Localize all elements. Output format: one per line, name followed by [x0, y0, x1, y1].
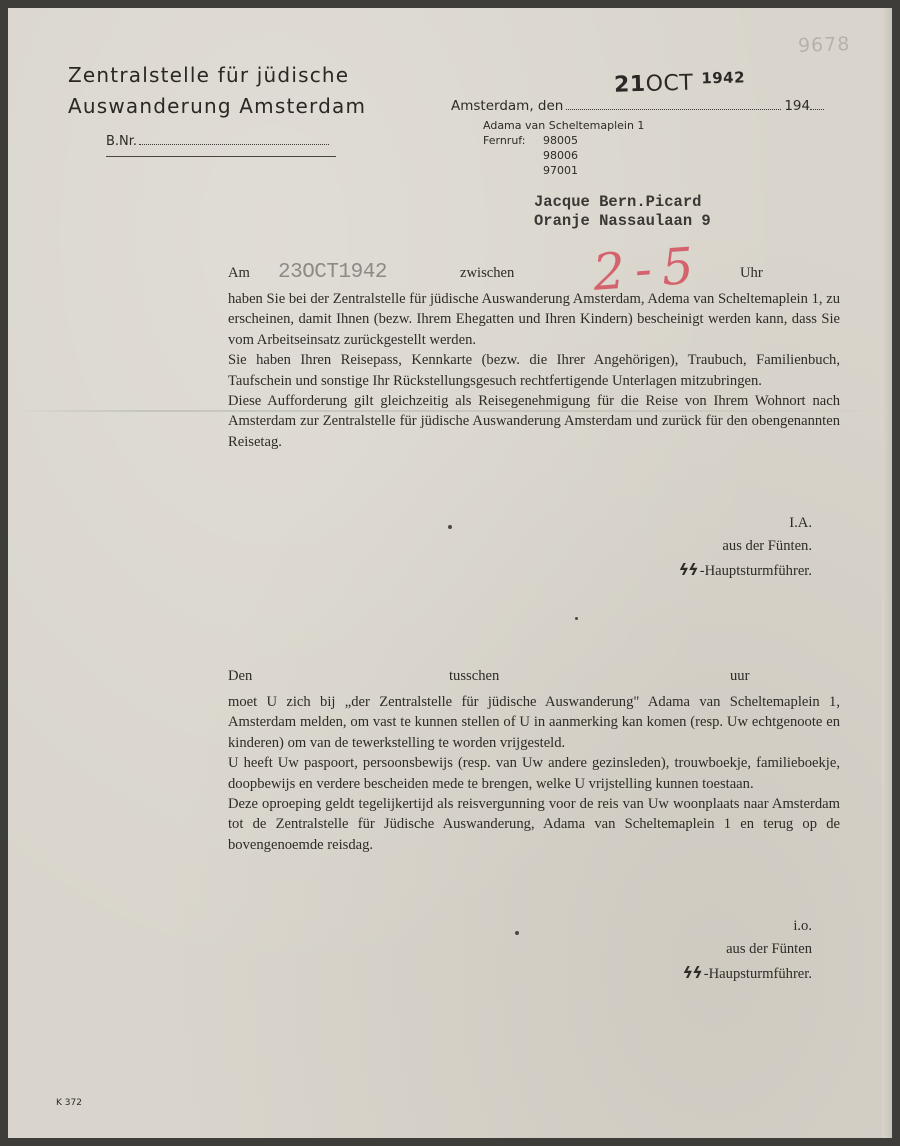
- dutch-signature: [568, 915, 812, 986]
- dutch-body: [228, 692, 840, 855]
- german-sign-name: aus der Fünten.: [722, 538, 812, 554]
- stamp-day: 21: [613, 71, 646, 98]
- recipient-name: Jacque Bern.Picard: [534, 193, 702, 211]
- am-label: Am: [228, 265, 250, 281]
- paper-speck: [448, 525, 452, 529]
- org-name-line2: Auswanderung Amsterdam: [68, 94, 367, 118]
- phone-label: Fernruf:: [483, 134, 526, 147]
- ss-runes-icon: ϟϟ: [682, 963, 702, 982]
- place-label: Amsterdam, den: [451, 98, 564, 114]
- address-street: Adama van Scheltemaplein 1: [483, 119, 645, 132]
- archive-number: 9678: [797, 33, 851, 57]
- uhr-label: Uhr: [740, 265, 763, 281]
- office-address: [483, 118, 644, 178]
- phone-3: 97001: [543, 164, 578, 177]
- phone-1: 98005: [543, 134, 578, 147]
- ss-runes-icon: ϟϟ: [678, 560, 698, 579]
- document-sheet: [8, 8, 892, 1138]
- dutch-paragraph-1: moet U zich bij „der Zentralstelle für jüdische Auswanderung" Adama van Scheltemaplein 1, Amsterdam melden, om vast te kunnen stellen of U in aanmerking kan komen (resp. Uw echtgenoote en kinderen) om van de tewerkstelling te worden vrijgesteld.: [228, 694, 840, 751]
- paper-speck: [575, 617, 578, 620]
- uur-label: uur: [730, 668, 750, 684]
- dutch-paragraph-3: Deze oproeping geldt tegelijkertijd als reisvergunning voor de reis van Uw woonplaats naar Amsterdam tot de Zentralstelle für Jüdische Auswanderung, Adama van Scheltemaplein 1 en terug op de bovengenoemde reisdag.: [228, 796, 840, 853]
- bnr-dotted-line: [139, 144, 329, 145]
- dutch-sign-io: i.o.: [793, 918, 812, 934]
- paper-speck: [515, 931, 519, 935]
- recipient-block: [534, 193, 711, 231]
- german-signature: [568, 512, 812, 583]
- bnr-field: [106, 134, 329, 149]
- german-paragraph-1: haben Sie bei der Zentralstelle für jüdische Auswanderung Amsterdam, Adema van Scheltemaplein 1, zu erscheinen, damit Ihnen (bezw. Ihrem Ehegatten und Ihren Kindern) bescheinigt werden kann, dass Sie vom Arbeitseinsatz zurückgestellt werden.: [228, 291, 840, 348]
- german-sign-rank: -Hauptsturmführer.: [699, 563, 812, 579]
- date-dotted-line: [566, 109, 781, 110]
- german-sign-ia: I.A.: [789, 515, 812, 531]
- dutch-paragraph-2: U heeft Uw paspoort, persoonsbewijs (resp. van Uw andere gezinsleden), trouwboekje, familieboekje, doopbewijs en verdere bescheiden mede te brengen, welke U vrijstelling kunnen toestaan.: [228, 755, 840, 792]
- stamp-month: OCT: [645, 70, 694, 97]
- den-label: Den: [228, 668, 253, 684]
- letterhead: [68, 60, 366, 122]
- german-body: [228, 289, 840, 452]
- stamp-year: 1942: [701, 68, 746, 88]
- bnr-rule: [106, 156, 336, 157]
- year-dots: [810, 109, 824, 110]
- bnr-label: B.Nr.: [106, 134, 138, 149]
- german-paragraph-3: Diese Aufforderung gilt gleichzeitig als Reisegenehmigung für die Reise von Ihrem Wohnort nach Amsterdam zur Zentralstelle für jüdische Auswanderung Amsterdam und zurück für den obengenannten Reisetag.: [228, 393, 840, 450]
- form-code: K 372: [56, 1098, 82, 1108]
- handwritten-time: 2-5: [591, 236, 706, 302]
- recipient-street: Oranje Nassaulaan 9: [534, 212, 711, 230]
- dutch-sign-name: aus der Fünten: [726, 941, 812, 957]
- phone-2: 98006: [543, 149, 578, 162]
- german-paragraph-2: Sie haben Ihren Reisepass, Kennkarte (bezw. die Ihrer Angehörigen), Traubuch, Familienbuch, Taufschein und sonstige Ihr Rückstellungsgesuch rechtfertigende Unterlagen mitzubringen.: [228, 352, 840, 389]
- paper-edge: [882, 8, 892, 1138]
- year-suffix: 194: [784, 98, 811, 114]
- tusschen-label: tusschen: [449, 668, 500, 684]
- org-name-line1: Zentralstelle für jüdische: [68, 63, 350, 87]
- zwischen-label: zwischen: [460, 265, 515, 281]
- appointment-date-stamp: 23OCT1942: [278, 261, 387, 284]
- date-stamp: [614, 68, 746, 97]
- place-date-line: [451, 98, 824, 114]
- dutch-sign-rank: -Haupsturmführer.: [703, 966, 812, 982]
